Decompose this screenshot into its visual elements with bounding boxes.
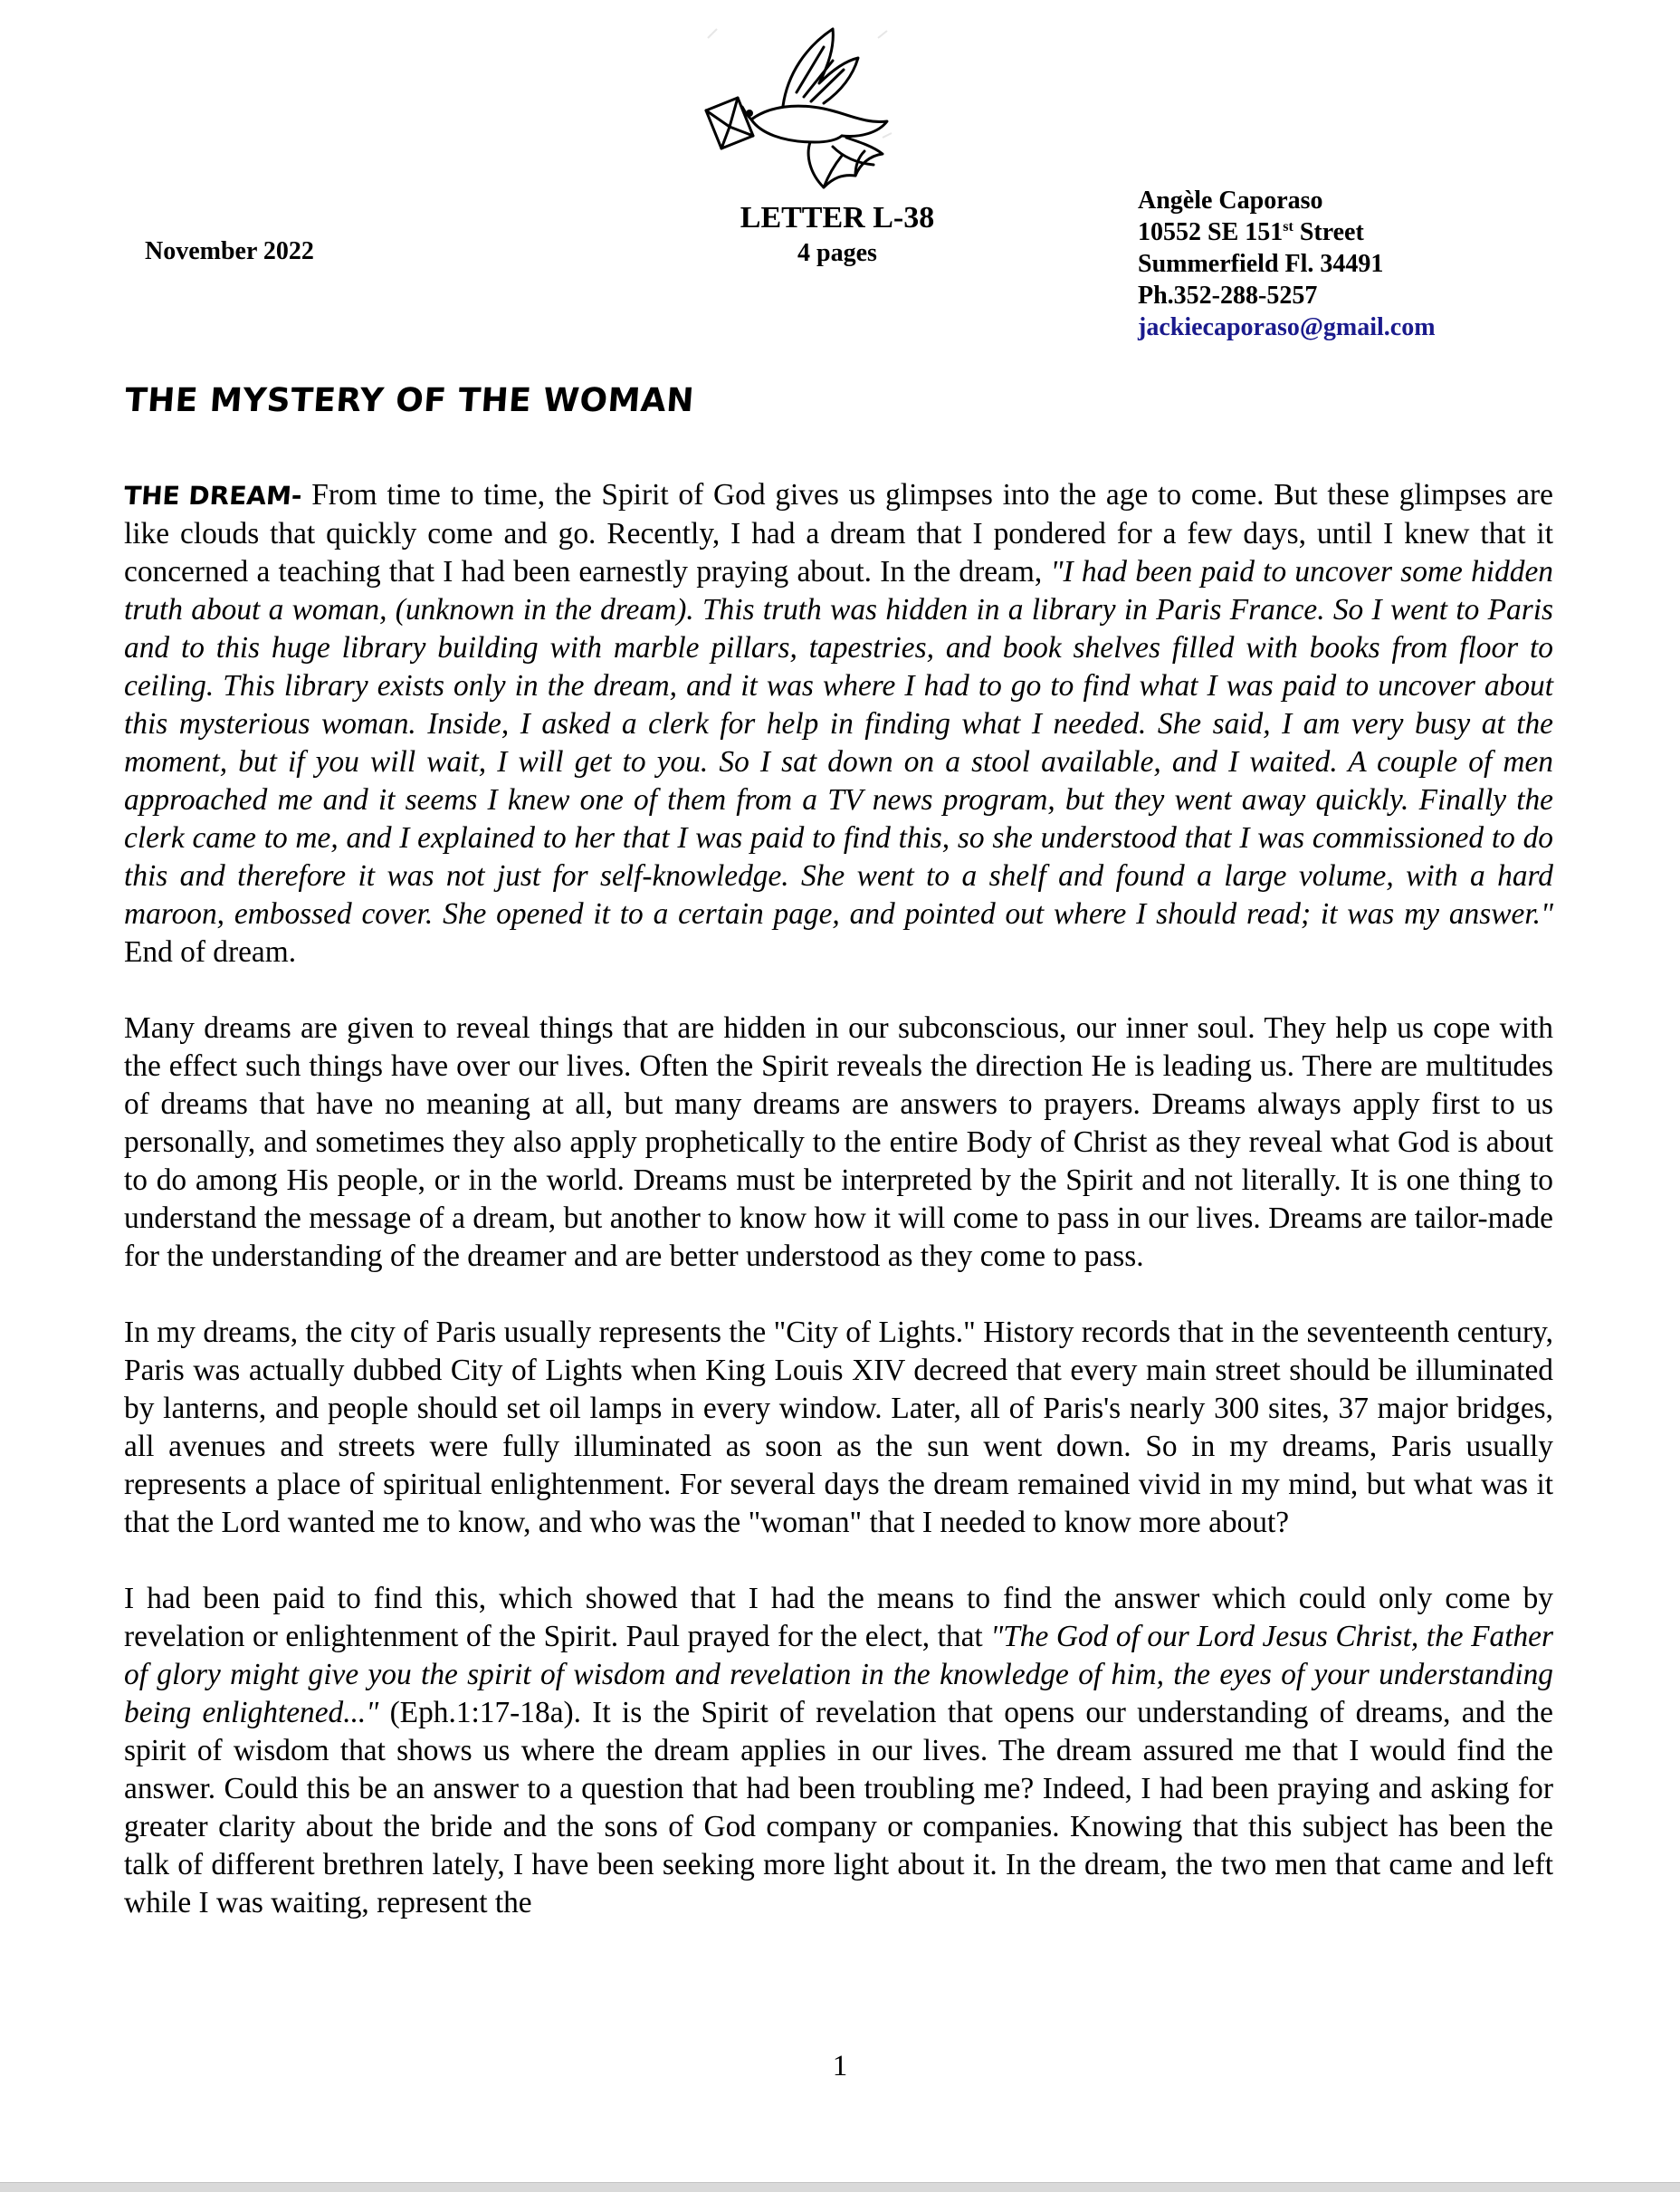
paragraph-dreams-meaning: Many dreams are given to reveal things that are hidden in our subconscious, our inner soul. They help us cope with the effect such things have over our lives. Often the Spirit reveals the direction He is leading us. There are multitudes of dreams that have no meaning at all, but many dreams are answers to prayers. Dreams always apply first to us personally, and sometimes they also apply prophetically to the entire Body of Christ as they reveal what God is about to do among His people, or in the world. Dreams must be interpreted by the Spirit and not literally. It is one thing to understand the message of a dream, but another to know how it will come to pass in our lives. Dreams are tailor-made for the understanding of the dreamer and are better understood as they come to pass.: [124, 1011, 1553, 1273]
paragraph-revelation: [124, 1580, 1553, 1922]
document-heading: THE MYSTERY OF THE WOMAN: [123, 382, 696, 419]
dream-quote: "I had been paid to uncover some hidden truth about a woman, (unknown in the dream). This truth was hidden in a library in Paris France. So I went to Paris and to this huge library building with marble pillars, tapestries, and book shelves filled with books from floor to ceiling. This library exists only in the dream, and it was where I had to go to find what I was paid to uncover about this mysterious woman. Inside, I asked a clerk for help in finding what I needed. She said, I am very busy at the moment, but if you will wait, I will get to you. So I sat down on a stool available, and I waited. A couple of men approached me and it seems I knew one of them from a TV news program, but they went away quickly. Finally the clerk came to me, and I explained to her that I was paid to find this, so she understood that I was commissioned to do this and therefore it was not just for self-knowledge. She went to a shelf and found a large volume, with a hard maroon, embossed cover. She opened it to a certain page, and pointed out where I should read; it was my answer.": [124, 555, 1553, 931]
paragraph-paris: In my dreams, the city of Paris usually represents the "City of Lights." History records that in the seventeenth century, Paris was actually dubbed City of Lights when King Louis XIV decreed that every main street should be illuminated by lanterns, and people should set oil lamps in every window. Later, all of Paris's nearly 300 sites, 37 major bridges, all avenues and streets were fully illuminated as soon as the sun went down. So in my dreams, Paris usually represents a place of spiritual enlightenment. For several days the dream remained vivid in my mind, but what was it that the Lord wanted me to know, and who was the "woman" that I needed to know more about?: [124, 1316, 1553, 1539]
paragraph-text: I had been paid to find this, which showed that I had the means to find the answer which could only come by revelation or enlightenment of the Spirit. Paul prayed for the elect, that: [124, 1582, 1553, 1653]
dove-with-letter-icon: [697, 20, 905, 201]
page-number: 1: [832, 2050, 848, 2082]
street-suffix: st: [1283, 219, 1293, 235]
street-number: 10552 SE 151: [1138, 218, 1284, 246]
page-count: 4 pages: [797, 239, 877, 267]
letter-number: LETTER L-38: [740, 201, 935, 235]
page-bottom-divider: [0, 2182, 1680, 2192]
letter-date: November 2022: [145, 237, 314, 265]
paragraph-text: (Eph.1:17-18a). It is the Spirit of revelation that opens our understanding of dreams, and the spirit of wisdom that shows us where the dream applies in our lives. The dream assured me that I would find the answer. Could this be an answer to a question that had been troubling me? Indeed, I had been praying and asking for greater clarity about the bride and the sons of God company or companies. Knowing that this subject has been the talk of different brethren lately, I have been seeking more light about it. In the dream, the two men that came and left while I was waiting, represent the: [124, 1696, 1553, 1919]
sender-email-link[interactable]: jackiecaporaso@gmail.com: [1138, 313, 1436, 341]
sender-address: [1138, 185, 1436, 343]
sender-name: Angèle Caporaso: [1138, 187, 1323, 215]
paragraph-dream: [124, 476, 1553, 972]
paragraph-text: From time to time, the Spirit of God gives us glimpses into the age to come. But these glimpses are like clouds that quickly come and go. Recently, I had a dream that I pondered for a few days, until I knew that it concerned a teaching that I had been earnestly praying about. In the dream,: [124, 478, 1553, 589]
sender-city: Summerfield Fl. 34491: [1138, 250, 1384, 278]
street-name: Street: [1293, 218, 1364, 246]
paragraph-lead: THE DREAM-: [122, 481, 303, 511]
sender-street: [1138, 216, 1436, 248]
sender-phone: Ph.352-288-5257: [1138, 282, 1318, 310]
scripture-quote: "The God of our Lord Jesus Christ, the Father of glory might give you the spirit of wisdom and revelation in the knowledge of him, the eyes of your understanding being enlightened...": [124, 1620, 1553, 1729]
paragraph-text: End of dream.: [124, 935, 297, 969]
document-body: [124, 476, 1553, 1960]
